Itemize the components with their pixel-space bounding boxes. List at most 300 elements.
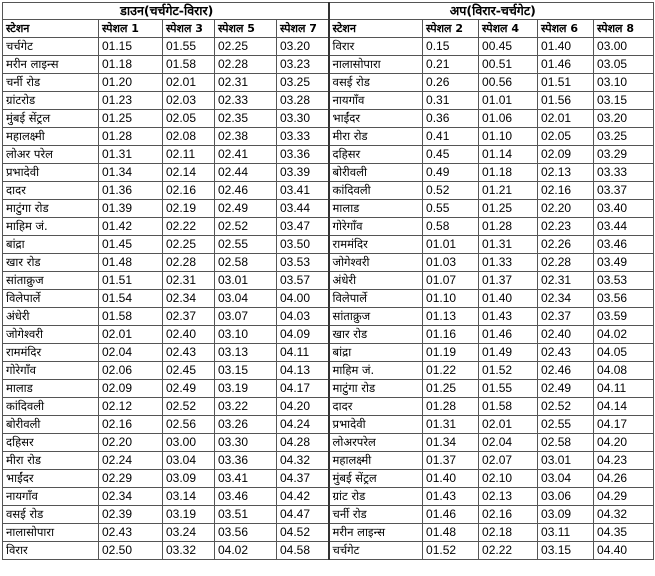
down-station-cell: दहिसर: [3, 434, 99, 452]
up-time-cell: 02.37: [538, 308, 594, 326]
down-time-cell: 03.20: [277, 38, 329, 56]
up-time-cell: 04.40: [594, 542, 654, 560]
up-station-cell: मुंबई सेंट्रल: [329, 470, 423, 488]
table-row: [3, 290, 654, 308]
down-time-cell: 04.28: [277, 434, 329, 452]
up-time-cell: 03.44: [594, 218, 654, 236]
up-time-cell: 04.02: [594, 326, 654, 344]
table-row: [3, 524, 654, 542]
down-time-cell: 02.39: [99, 506, 163, 524]
down-time-cell: 02.28: [163, 254, 215, 272]
table-row: [3, 506, 654, 524]
down-time-cell: 04.20: [277, 398, 329, 416]
up-station-cell: वसई रोड: [329, 74, 423, 92]
direction-title-row: [3, 3, 654, 20]
down-time-cell: 02.31: [163, 272, 215, 290]
up-time-cell: 01.19: [423, 344, 479, 362]
up-time-cell: 02.34: [538, 290, 594, 308]
down-time-cell: 01.36: [99, 182, 163, 200]
up-station-cell: जोगेश्वरी: [329, 254, 423, 272]
up-time-cell: 04.23: [594, 452, 654, 470]
up-time-cell: 04.26: [594, 470, 654, 488]
down-time-cell: 02.24: [99, 452, 163, 470]
up-time-cell: 01.16: [423, 326, 479, 344]
up-time-cell: 01.07: [423, 272, 479, 290]
down-time-cell: 01.51: [99, 272, 163, 290]
down-time-cell: 02.25: [163, 236, 215, 254]
table-row: [3, 452, 654, 470]
up-time-cell: 01.52: [479, 362, 538, 380]
down-time-cell: 03.26: [215, 416, 277, 434]
down-time-cell: 03.44: [277, 200, 329, 218]
up-time-cell: 01.10: [479, 128, 538, 146]
down-time-cell: 01.55: [163, 38, 215, 56]
up-time-cell: 02.16: [538, 182, 594, 200]
up-time-cell: 00.45: [479, 38, 538, 56]
table-row: [3, 146, 654, 164]
up-time-cell: 02.28: [538, 254, 594, 272]
up-station-cell: मालाड: [329, 200, 423, 218]
down-time-cell: 04.42: [277, 488, 329, 506]
up-station-cell: माटुंगा रोड: [329, 380, 423, 398]
down-station-cell: ग्रांटरोड: [3, 92, 99, 110]
down-time-cell: 04.37: [277, 470, 329, 488]
down-station-cell: वसई रोड: [3, 506, 99, 524]
up-time-cell: 02.31: [538, 272, 594, 290]
down-station-cell: प्रभादेवी: [3, 164, 99, 182]
table-row: [3, 92, 654, 110]
down-station-cell: महालक्ष्मी: [3, 128, 99, 146]
up-time-cell: 04.17: [594, 416, 654, 434]
down-time-cell: 02.19: [163, 200, 215, 218]
down-time-cell: 03.25: [277, 74, 329, 92]
up-time-cell: 01.49: [479, 344, 538, 362]
down-station-cell: भाईंदर: [3, 470, 99, 488]
down-time-cell: 02.01: [163, 74, 215, 92]
up-station-cell: प्रभादेवी: [329, 416, 423, 434]
up-time-cell: 0.55: [423, 200, 479, 218]
up-time-cell: 02.01: [479, 416, 538, 434]
down-station-cell: बांद्रा: [3, 236, 99, 254]
down-time-cell: 03.15: [215, 362, 277, 380]
up-station-cell: माहिम जं.: [329, 362, 423, 380]
table-row: [3, 236, 654, 254]
down-time-cell: 02.16: [99, 416, 163, 434]
table-row: [3, 128, 654, 146]
table-row: [3, 380, 654, 398]
up-title: अप(विरार-चर्चगेट): [329, 3, 654, 20]
up-time-cell: 02.13: [479, 488, 538, 506]
down-time-cell: 02.06: [99, 362, 163, 380]
down-time-cell: 03.10: [215, 326, 277, 344]
up-station-cell: नायगाँव: [329, 92, 423, 110]
down-station-cell: माटुंगा रोड: [3, 200, 99, 218]
down-station-cell: मीरा रोड: [3, 452, 99, 470]
down-time-cell: 01.45: [99, 236, 163, 254]
up-station-cell: मीरा रोड: [329, 128, 423, 146]
up-column-header: स्टेशन: [329, 20, 423, 38]
up-time-cell: 03.25: [594, 128, 654, 146]
down-time-cell: 02.55: [215, 236, 277, 254]
up-time-cell: 04.14: [594, 398, 654, 416]
up-station-cell: महालक्ष्मी: [329, 452, 423, 470]
up-time-cell: 02.01: [538, 110, 594, 128]
table-row: [3, 218, 654, 236]
up-time-cell: 01.51: [538, 74, 594, 92]
up-time-cell: 04.29: [594, 488, 654, 506]
down-time-cell: 03.39: [277, 164, 329, 182]
up-column-header: स्पेशल 8: [594, 20, 654, 38]
up-time-cell: 01.31: [423, 416, 479, 434]
down-time-cell: 02.22: [163, 218, 215, 236]
up-time-cell: 03.49: [594, 254, 654, 272]
up-time-cell: 00.51: [479, 56, 538, 74]
up-station-cell: विलेपार्ले: [329, 290, 423, 308]
up-time-cell: 01.40: [538, 38, 594, 56]
down-time-cell: 02.52: [215, 218, 277, 236]
down-time-cell: 01.54: [99, 290, 163, 308]
up-time-cell: 01.40: [479, 290, 538, 308]
down-time-cell: 02.38: [215, 128, 277, 146]
up-time-cell: 0.15: [423, 38, 479, 56]
up-station-cell: ग्रांट रोड: [329, 488, 423, 506]
table-row: [3, 488, 654, 506]
down-station-cell: नालासोपारा: [3, 524, 99, 542]
up-station-cell: खार रोड: [329, 326, 423, 344]
down-station-cell: अंधेरी: [3, 308, 99, 326]
down-time-cell: 02.49: [215, 200, 277, 218]
up-time-cell: 01.18: [479, 164, 538, 182]
down-time-cell: 02.40: [163, 326, 215, 344]
down-column-header: स्टेशन: [3, 20, 99, 38]
down-time-cell: 03.04: [215, 290, 277, 308]
down-time-cell: 02.34: [99, 488, 163, 506]
down-time-cell: 02.09: [99, 380, 163, 398]
up-time-cell: 04.20: [594, 434, 654, 452]
down-time-cell: 04.13: [277, 362, 329, 380]
up-time-cell: 0.52: [423, 182, 479, 200]
down-time-cell: 02.34: [163, 290, 215, 308]
up-time-cell: 0.36: [423, 110, 479, 128]
table-row: [3, 398, 654, 416]
down-time-cell: 02.56: [163, 416, 215, 434]
up-time-cell: 02.16: [479, 506, 538, 524]
table-row: [3, 434, 654, 452]
timetable: [2, 2, 654, 560]
down-time-cell: 02.35: [215, 110, 277, 128]
down-time-cell: 03.01: [215, 272, 277, 290]
down-time-cell: 02.41: [215, 146, 277, 164]
down-station-cell: चर्चगेट: [3, 38, 99, 56]
down-time-cell: 02.43: [99, 524, 163, 542]
table-row: [3, 362, 654, 380]
down-time-cell: 03.50: [277, 236, 329, 254]
down-time-cell: 03.57: [277, 272, 329, 290]
up-time-cell: 04.11: [594, 380, 654, 398]
up-time-cell: 01.10: [423, 290, 479, 308]
down-time-cell: 01.15: [99, 38, 163, 56]
up-time-cell: 01.14: [479, 146, 538, 164]
up-station-cell: दहिसर: [329, 146, 423, 164]
up-station-cell: गोरेगाँव: [329, 218, 423, 236]
down-time-cell: 02.12: [99, 398, 163, 416]
up-time-cell: 01.25: [479, 200, 538, 218]
up-time-cell: 0.31: [423, 92, 479, 110]
down-time-cell: 01.18: [99, 56, 163, 74]
up-time-cell: 02.09: [538, 146, 594, 164]
down-time-cell: 02.29: [99, 470, 163, 488]
table-row: [3, 38, 654, 56]
up-time-cell: 01.48: [423, 524, 479, 542]
down-time-cell: 01.31: [99, 146, 163, 164]
down-time-cell: 02.16: [163, 182, 215, 200]
down-time-cell: 02.49: [163, 380, 215, 398]
down-station-cell: खार रोड: [3, 254, 99, 272]
up-station-cell: बांद्रा: [329, 344, 423, 362]
up-time-cell: 01.40: [423, 470, 479, 488]
down-time-cell: 03.47: [277, 218, 329, 236]
down-time-cell: 03.56: [215, 524, 277, 542]
up-station-cell: दादर: [329, 398, 423, 416]
up-time-cell: 02.13: [538, 164, 594, 182]
down-time-cell: 01.48: [99, 254, 163, 272]
up-station-cell: सांताक्रुज: [329, 308, 423, 326]
up-time-cell: 02.22: [479, 542, 538, 560]
table-row: [3, 344, 654, 362]
up-time-cell: 04.05: [594, 344, 654, 362]
down-time-cell: 04.00: [277, 290, 329, 308]
up-time-cell: 01.21: [479, 182, 538, 200]
up-time-cell: 02.07: [479, 452, 538, 470]
down-time-cell: 02.50: [99, 542, 163, 560]
up-time-cell: 02.26: [538, 236, 594, 254]
up-time-cell: 01.43: [479, 308, 538, 326]
up-station-cell: राममंदिर: [329, 236, 423, 254]
down-station-cell: मुंबई सेंट्रल: [3, 110, 99, 128]
up-time-cell: 0.41: [423, 128, 479, 146]
up-time-cell: 03.40: [594, 200, 654, 218]
up-time-cell: 0.26: [423, 74, 479, 92]
up-time-cell: 0.58: [423, 218, 479, 236]
up-time-cell: 03.09: [538, 506, 594, 524]
up-time-cell: 01.33: [479, 254, 538, 272]
up-time-cell: 01.03: [423, 254, 479, 272]
table-row: [3, 110, 654, 128]
table-row: [3, 200, 654, 218]
down-time-cell: 02.05: [163, 110, 215, 128]
up-time-cell: 02.40: [538, 326, 594, 344]
down-time-cell: 04.11: [277, 344, 329, 362]
up-station-cell: चर्चगेट: [329, 542, 423, 560]
up-time-cell: 03.15: [538, 542, 594, 560]
down-title: डाउन(चर्चगेट-विरार): [3, 3, 329, 20]
down-station-cell: माहिम जं.: [3, 218, 99, 236]
down-time-cell: 03.30: [277, 110, 329, 128]
up-time-cell: 01.01: [423, 236, 479, 254]
down-time-cell: 04.58: [277, 542, 329, 560]
down-time-cell: 01.20: [99, 74, 163, 92]
up-time-cell: 01.46: [479, 326, 538, 344]
up-time-cell: 03.29: [594, 146, 654, 164]
up-time-cell: 02.20: [538, 200, 594, 218]
up-time-cell: 02.46: [538, 362, 594, 380]
down-time-cell: 02.43: [163, 344, 215, 362]
down-time-cell: 04.02: [215, 542, 277, 560]
down-time-cell: 01.42: [99, 218, 163, 236]
up-time-cell: 02.49: [538, 380, 594, 398]
down-time-cell: 03.23: [277, 56, 329, 74]
up-time-cell: 03.01: [538, 452, 594, 470]
down-time-cell: 02.52: [163, 398, 215, 416]
column-header-row: [3, 20, 654, 38]
down-station-cell: जोगेश्वरी: [3, 326, 99, 344]
up-time-cell: 01.28: [423, 398, 479, 416]
up-time-cell: 00.56: [479, 74, 538, 92]
up-time-cell: 02.05: [538, 128, 594, 146]
down-station-cell: कांदिवली: [3, 398, 99, 416]
up-time-cell: 01.37: [423, 452, 479, 470]
down-time-cell: 02.04: [99, 344, 163, 362]
down-time-cell: 02.20: [99, 434, 163, 452]
up-time-cell: 02.58: [538, 434, 594, 452]
down-time-cell: 02.31: [215, 74, 277, 92]
down-time-cell: 03.04: [163, 452, 215, 470]
down-time-cell: 04.32: [277, 452, 329, 470]
down-time-cell: 03.00: [163, 434, 215, 452]
up-station-cell: बोरीवली: [329, 164, 423, 182]
up-time-cell: 03.46: [594, 236, 654, 254]
down-time-cell: 01.58: [99, 308, 163, 326]
up-station-cell: कांदिवली: [329, 182, 423, 200]
down-time-cell: 01.23: [99, 92, 163, 110]
down-time-cell: 02.58: [215, 254, 277, 272]
up-time-cell: 01.06: [479, 110, 538, 128]
down-time-cell: 03.24: [163, 524, 215, 542]
up-time-cell: 03.06: [538, 488, 594, 506]
up-time-cell: 01.58: [479, 398, 538, 416]
up-time-cell: 01.34: [423, 434, 479, 452]
table-row: [3, 326, 654, 344]
down-time-cell: 03.36: [277, 146, 329, 164]
table-row: [3, 182, 654, 200]
up-station-cell: अंधेरी: [329, 272, 423, 290]
down-station-cell: विरार: [3, 542, 99, 560]
down-station-cell: राममंदिर: [3, 344, 99, 362]
down-time-cell: 01.25: [99, 110, 163, 128]
down-station-cell: विलेपार्ले: [3, 290, 99, 308]
down-station-cell: मरीन लाइन्स: [3, 56, 99, 74]
down-station-cell: नायगाँव: [3, 488, 99, 506]
up-time-cell: 02.23: [538, 218, 594, 236]
up-time-cell: 01.25: [423, 380, 479, 398]
down-time-cell: 04.47: [277, 506, 329, 524]
down-time-cell: 03.51: [215, 506, 277, 524]
down-time-cell: 03.13: [215, 344, 277, 362]
down-time-cell: 04.09: [277, 326, 329, 344]
down-time-cell: 02.45: [163, 362, 215, 380]
down-time-cell: 03.32: [163, 542, 215, 560]
up-time-cell: 02.52: [538, 398, 594, 416]
down-time-cell: 01.34: [99, 164, 163, 182]
up-time-cell: 03.56: [594, 290, 654, 308]
down-time-cell: 01.39: [99, 200, 163, 218]
down-time-cell: 03.41: [277, 182, 329, 200]
down-time-cell: 02.46: [215, 182, 277, 200]
down-time-cell: 03.41: [215, 470, 277, 488]
up-time-cell: 01.55: [479, 380, 538, 398]
up-time-cell: 02.43: [538, 344, 594, 362]
down-time-cell: 01.28: [99, 128, 163, 146]
down-time-cell: 02.44: [215, 164, 277, 182]
down-station-cell: मालाड: [3, 380, 99, 398]
up-time-cell: 03.04: [538, 470, 594, 488]
up-time-cell: 01.52: [423, 542, 479, 560]
up-time-cell: 02.55: [538, 416, 594, 434]
up-time-cell: 03.00: [594, 38, 654, 56]
down-time-cell: 04.17: [277, 380, 329, 398]
table-row: [3, 542, 654, 560]
table-row: [3, 308, 654, 326]
down-time-cell: 02.01: [99, 326, 163, 344]
down-time-cell: 03.28: [277, 92, 329, 110]
down-time-cell: 04.03: [277, 308, 329, 326]
up-time-cell: 04.35: [594, 524, 654, 542]
down-time-cell: 02.33: [215, 92, 277, 110]
up-time-cell: 0.45: [423, 146, 479, 164]
up-time-cell: 02.18: [479, 524, 538, 542]
up-time-cell: 03.33: [594, 164, 654, 182]
down-time-cell: 02.37: [163, 308, 215, 326]
up-time-cell: 01.46: [538, 56, 594, 74]
table-row: [3, 164, 654, 182]
up-time-cell: 04.32: [594, 506, 654, 524]
down-station-cell: लोअर परेल: [3, 146, 99, 164]
up-station-cell: लोअरपरेल: [329, 434, 423, 452]
up-time-cell: 01.28: [479, 218, 538, 236]
up-station-cell: नालासोपारा: [329, 56, 423, 74]
down-time-cell: 02.11: [163, 146, 215, 164]
down-time-cell: 03.46: [215, 488, 277, 506]
up-time-cell: 01.22: [423, 362, 479, 380]
up-time-cell: 0.49: [423, 164, 479, 182]
up-time-cell: 03.37: [594, 182, 654, 200]
up-time-cell: 01.56: [538, 92, 594, 110]
down-time-cell: 01.58: [163, 56, 215, 74]
down-time-cell: 03.09: [163, 470, 215, 488]
down-column-header: स्पेशल 1: [99, 20, 163, 38]
down-column-header: स्पेशल 3: [163, 20, 215, 38]
table-row: [3, 254, 654, 272]
up-column-header: स्पेशल 6: [538, 20, 594, 38]
up-time-cell: 02.04: [479, 434, 538, 452]
table-row: [3, 470, 654, 488]
up-time-cell: 03.11: [538, 524, 594, 542]
up-time-cell: 03.15: [594, 92, 654, 110]
table-row: [3, 272, 654, 290]
up-column-header: स्पेशल 4: [479, 20, 538, 38]
up-time-cell: 03.20: [594, 110, 654, 128]
up-time-cell: 01.37: [479, 272, 538, 290]
down-time-cell: 03.33: [277, 128, 329, 146]
up-station-cell: भाईंदर: [329, 110, 423, 128]
up-time-cell: 01.43: [423, 488, 479, 506]
up-time-cell: 02.10: [479, 470, 538, 488]
down-time-cell: 03.19: [163, 506, 215, 524]
up-time-cell: 03.05: [594, 56, 654, 74]
down-time-cell: 03.07: [215, 308, 277, 326]
down-station-cell: चर्नी रोड: [3, 74, 99, 92]
down-time-cell: 04.24: [277, 416, 329, 434]
